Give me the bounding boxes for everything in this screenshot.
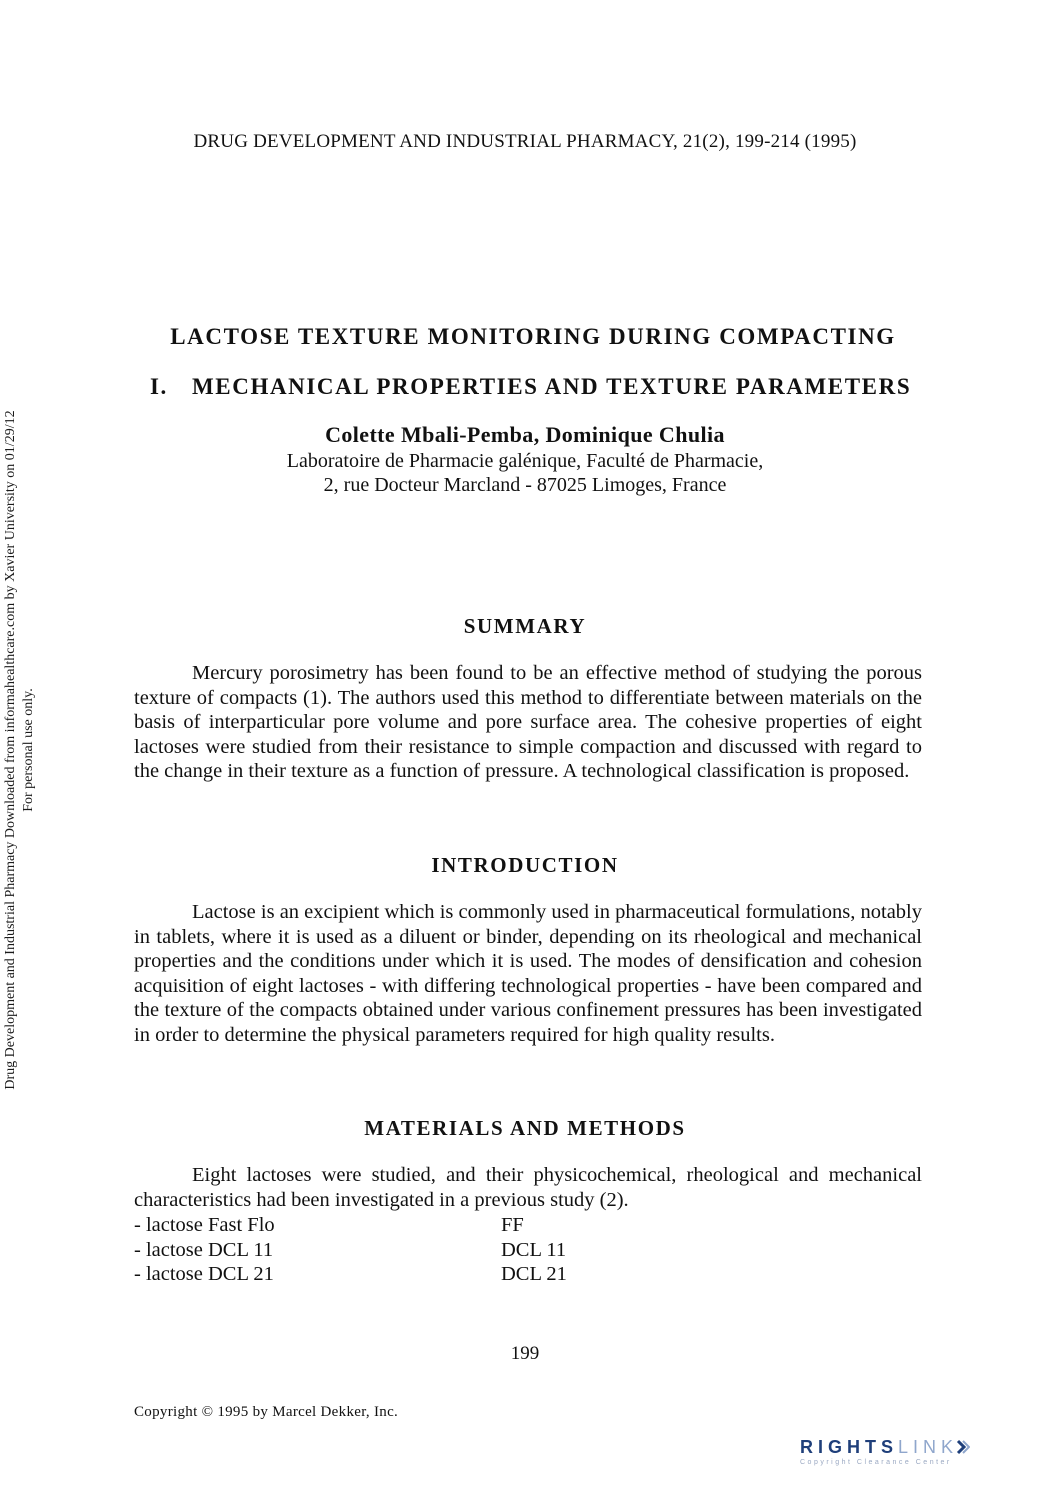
- part-numeral: I.: [150, 374, 168, 399]
- lactose-code: DCL 21: [501, 1263, 567, 1285]
- introduction-paragraph: [134, 900, 922, 1047]
- rightslink-wordmark: [800, 1437, 1030, 1458]
- author-list: Colette Mbali-Pemba, Dominique Chulia: [325, 422, 725, 447]
- list-item: [134, 1213, 734, 1238]
- rightslink-chevron-icon: [956, 1439, 970, 1455]
- affiliation: [0, 449, 1050, 497]
- summary-heading: SUMMARY: [463, 614, 587, 638]
- list-item: [134, 1262, 734, 1287]
- subtitle-text: MECHANICAL PROPERTIES AND TEXTURE PARAMETERS: [192, 374, 912, 399]
- rightslink-part-1: RIGHTS: [800, 1437, 899, 1457]
- rightslink-part-2: LINK: [898, 1437, 959, 1457]
- rightslink-tagline: Copyright Clearance Center: [800, 1459, 952, 1466]
- article-title: LACTOSE TEXTURE MONITORING DURING COMPACTING: [170, 324, 896, 349]
- introduction-text: Lactose is an excipient which is commonly used in pharmaceutical formulations, notably in tablets, where it is used as a diluent or binder, depending on its rheological and mechanical properties and the conditions under which it is used. The modes of densification and cohesion acquisition of eight lactoses - with differing technological properties - have been compared and the texture of the compacts obtained under various confinement pressures has been investigated in order to determine the physical parameters required for high quality results.: [134, 901, 922, 1046]
- materials-text: Eight lactoses were studied, and their physicochemical, rheological and mechanical characteristics had been investigated in a previous study (2).: [134, 1164, 922, 1211]
- copyright-notice: Copyright © 1995 by Marcel Dekker, Inc.: [134, 1404, 399, 1420]
- affiliation-line-1: Laboratoire de Pharmacie galénique, Faculté de Pharmacie,: [286, 450, 764, 472]
- summary-text: Mercury porosimetry has been found to be an effective method of studying the porous texture of compacts (1). The authors used this method to differentiate between materials on the basis of interparticular pore volume and pore surface area. The cohesive properties of eight lactoses were studied from their resistance to simple compaction and discussed with regard to the change in their texture as a function of pressure. A technological classification is proposed.: [134, 662, 922, 782]
- lactose-name: - lactose Fast Flo: [134, 1214, 275, 1236]
- list-item: [134, 1238, 734, 1263]
- lactose-code: DCL 11: [501, 1238, 567, 1261]
- introduction-heading: INTRODUCTION: [431, 853, 619, 877]
- watermark-line-2: For personal use only.: [21, 688, 36, 812]
- article-subtitle: [150, 374, 920, 400]
- lactose-name: - lactose DCL 11: [134, 1238, 274, 1261]
- summary-paragraph: [134, 661, 922, 784]
- lactose-code: FF: [501, 1214, 524, 1236]
- rightslink-logo[interactable]: [800, 1437, 1030, 1481]
- page-number: 199: [510, 1343, 540, 1364]
- lactose-name: - lactose DCL 21: [134, 1263, 274, 1285]
- materials-heading: MATERIALS AND METHODS: [364, 1116, 686, 1140]
- affiliation-line-2: 2, rue Docteur Marcland - 87025 Limoges, France: [323, 474, 727, 496]
- watermark-line-1: Drug Development and Industrial Pharmacy Downloaded from informahealthcare.com by Xavier University on 01/29/12: [3, 410, 18, 1090]
- lactose-list: [134, 1213, 734, 1287]
- running-head: DRUG DEVELOPMENT AND INDUSTRIAL PHARMACY, 21(2), 199-214 (1995): [193, 131, 857, 152]
- materials-paragraph: [134, 1163, 922, 1212]
